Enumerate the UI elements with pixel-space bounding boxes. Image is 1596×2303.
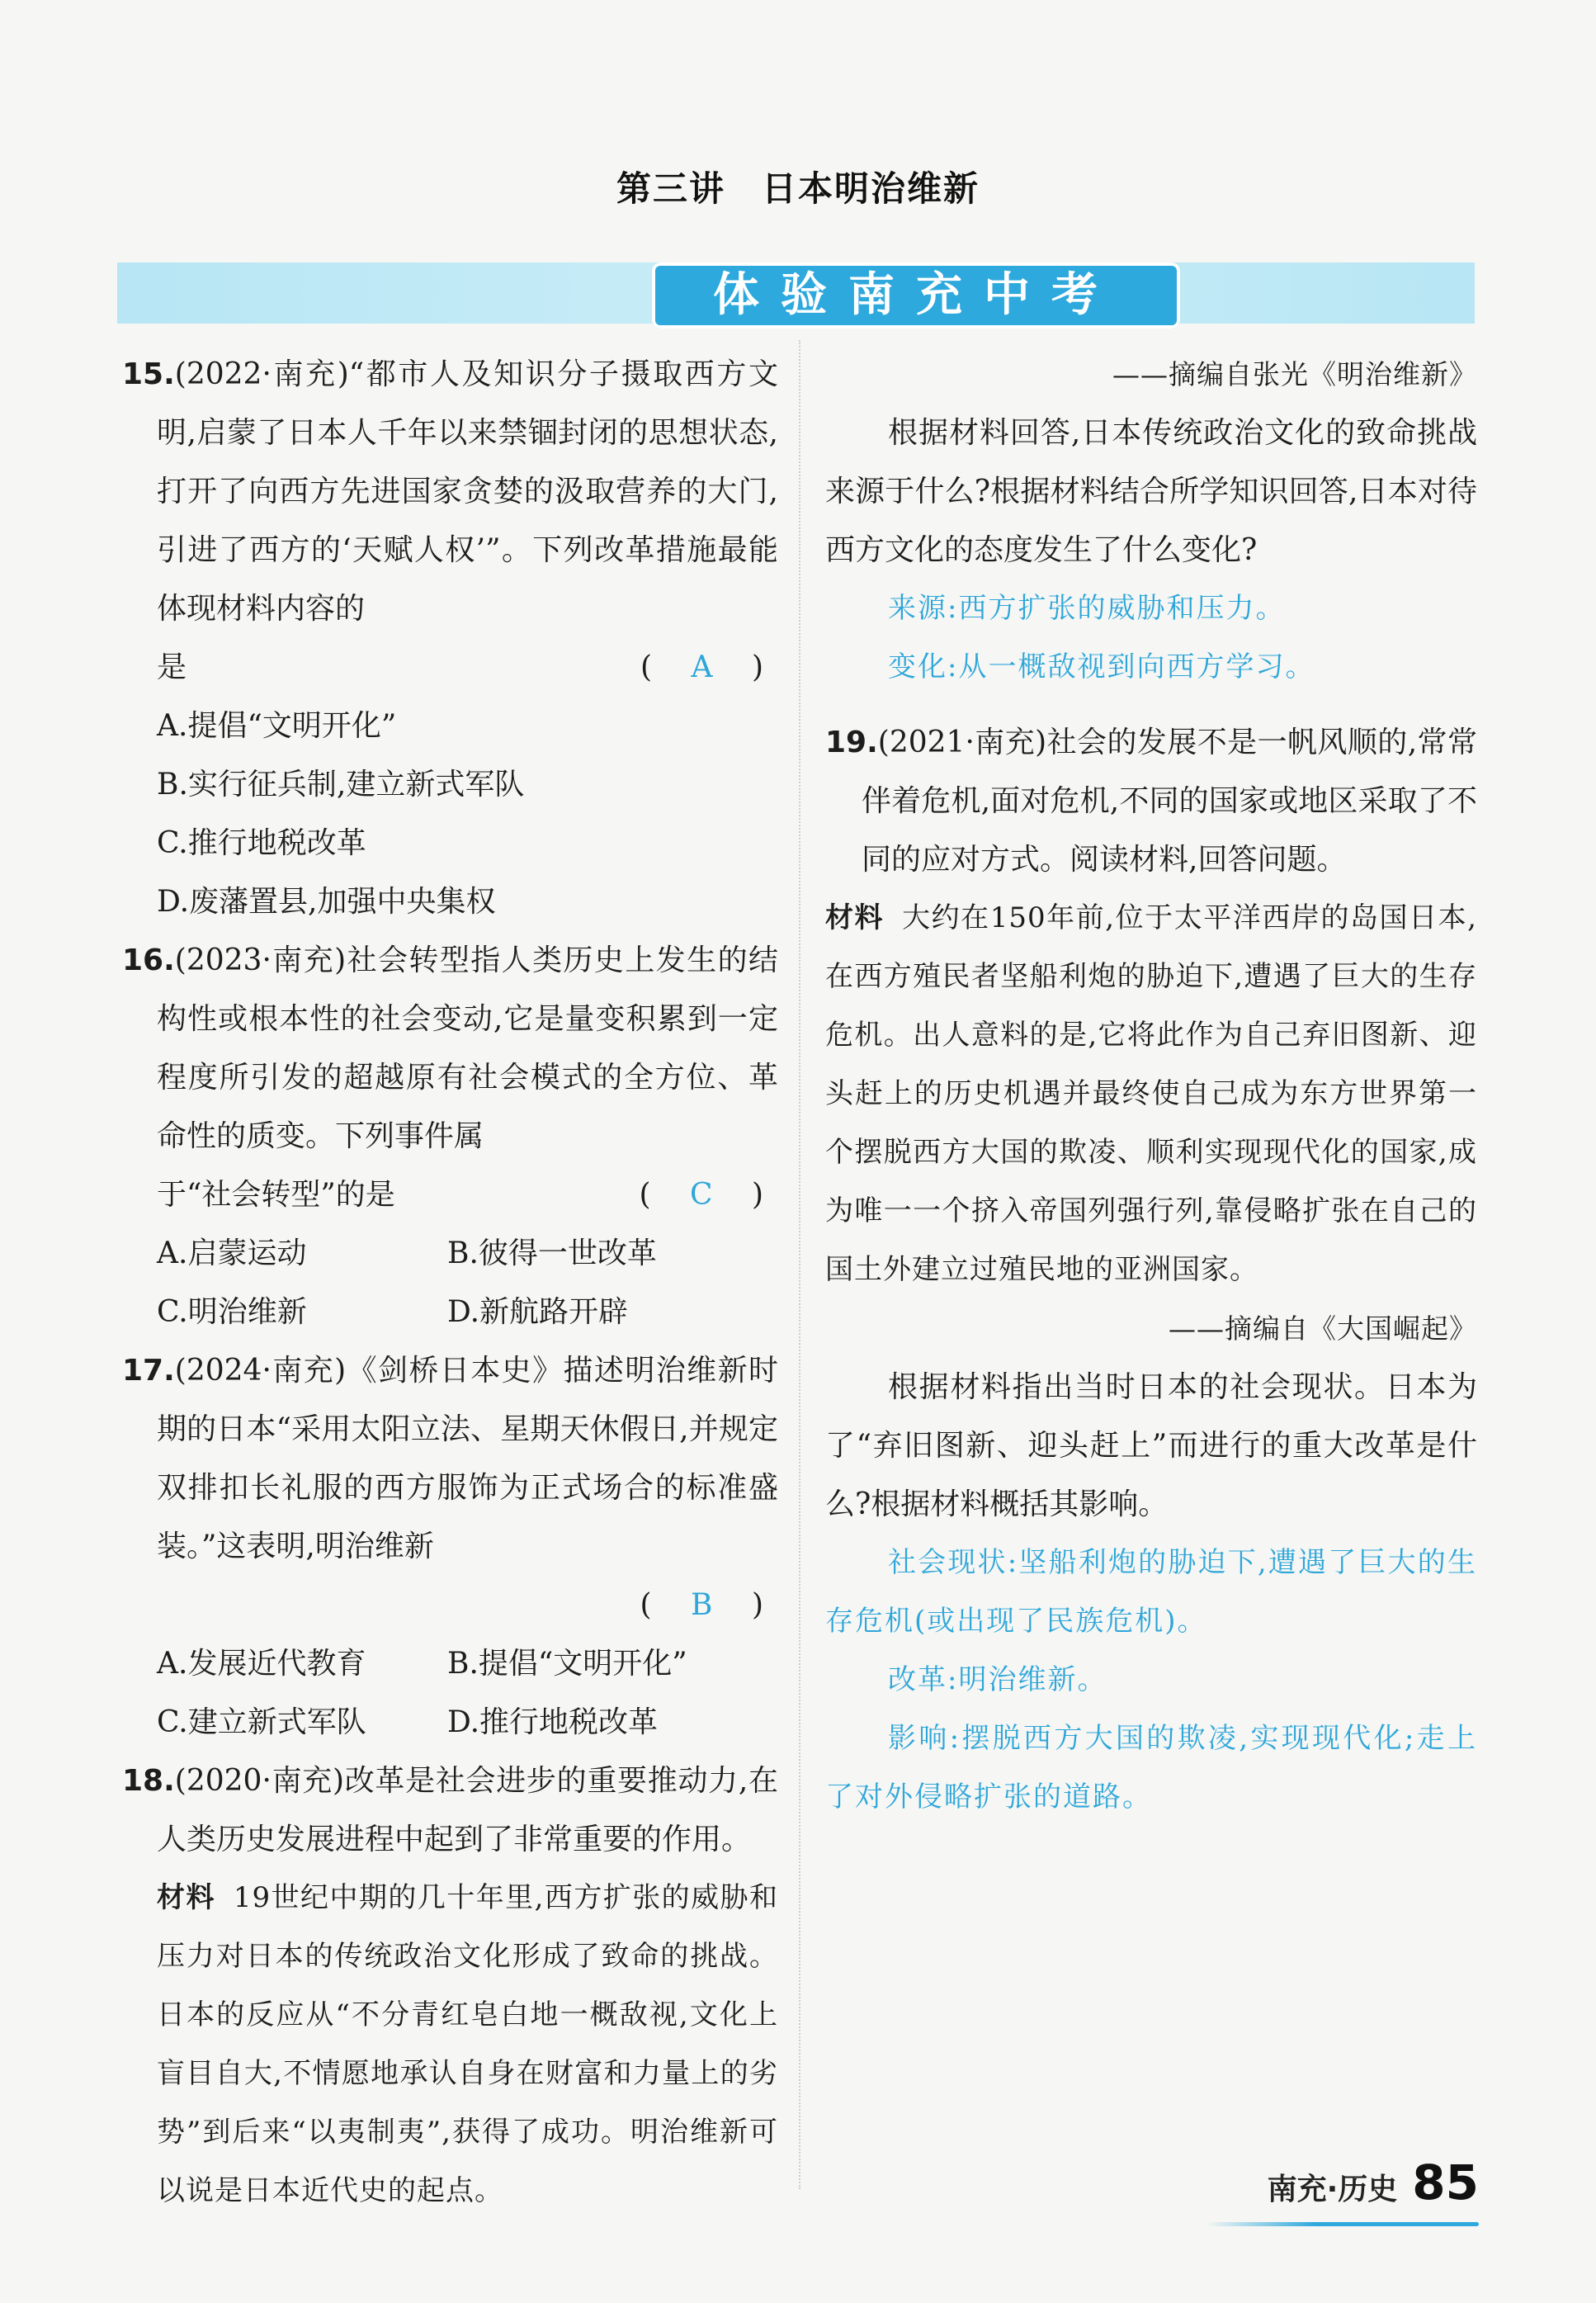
option: A.发展近代教育 (157, 1647, 366, 1681)
material-text: 19世纪中期的几十年里,西方扩张的威胁和压力对日本的传统政治文化形成了致命的挑战。日本的反应从“不分青红皂白地一概敌视,文化上盲目自大,不情愿地承认自身在财富和力量上的劣势”到后来“以夷制夷”,获得了成功。明治维新可以说是日本近代史的起点。 (157, 1881, 779, 2207)
option-row (122, 1283, 778, 1341)
option: B.提倡“文明开化” (447, 1647, 687, 1681)
question-text-end: 是 (157, 650, 187, 684)
material-block (825, 889, 1477, 1299)
question-19-stem (825, 713, 1477, 889)
question-text: (2022·南充)“都市人及知识分子摄取西方文明,启蒙了日本人千年以来禁锢封闭的思想状态,打开了向西方先进国家贪婪的汲取营养的大门,引进了西方的‘天赋人权’”。下列改革措施最能体现材料内容的 (157, 357, 778, 626)
answer-bracket: ( A ) (640, 650, 778, 684)
option-row (122, 1634, 778, 1693)
option: D.新航路开辟 (447, 1295, 629, 1329)
option: A.启蒙运动 (157, 1237, 307, 1270)
question-16 (122, 931, 778, 1341)
answer-text: 改革:明治维新。 (888, 1663, 1107, 1696)
option: B.实行征兵制,建立新式军队 (157, 768, 525, 802)
page-title: 第三讲 日本明治维新 (616, 168, 980, 209)
answer-line (122, 638, 778, 697)
page-footer (1268, 2154, 1479, 2211)
material-label: 材料 (825, 901, 885, 934)
question-number: 19. (825, 726, 878, 759)
option-row (122, 1224, 778, 1283)
material-source: ——摘编自《大国崛起》 (1169, 1312, 1477, 1345)
left-column (122, 345, 778, 2220)
question-17-stem (122, 1341, 778, 1576)
answer-line (122, 1166, 778, 1224)
option-row (122, 1693, 778, 1752)
question-17 (122, 1341, 778, 1752)
option: D.推行地税改革 (447, 1705, 659, 1739)
question-text: (2023·南充)社会转型指人类历史上发生的结构性或根本性的社会变动,它是量变积累到一定程度所引发的超越原有社会模式的全方位、革命性的质变。下列事件属 (157, 943, 778, 1153)
question-16-stem (122, 931, 778, 1166)
answer-choice: A (691, 650, 728, 684)
question-19 (825, 713, 1477, 1827)
question-text: (2024·南充)《剑桥日本史》描述明治维新时期的日本“采用太阳立法、星期天休假日,并规定双排扣长礼服的西方服饰为正式场合的标准盛装。”这表明,明治维新 (157, 1354, 778, 1563)
answer-text: 变化:从一概敌视到向西方学习。 (888, 650, 1315, 683)
option: A.提倡“文明开化” (157, 709, 397, 743)
question-18 (122, 1752, 778, 2220)
question-18-prompt: 根据材料回答,日本传统政治文化的致命挑战来源于什么?根据材料结合所学知识回答,日本对待西方文化的态度发生了什么变化? (825, 416, 1477, 567)
answer-text: 来源:西方扩张的威胁和压力。 (888, 592, 1286, 625)
question-number: 16. (122, 943, 175, 977)
footer-underline (1206, 2222, 1479, 2226)
question-number: 17. (122, 1354, 175, 1388)
material-label: 材料 (157, 1881, 215, 1914)
answer-choice: C (689, 1178, 728, 1212)
answer-line (122, 1576, 778, 1634)
right-column (825, 345, 1477, 1827)
question-text: (2021·南充)社会的发展不是一帆风顺的,常常伴着危机,面对危机,不同的国家或地区采取了不同的应对方式。阅读材料,回答问题。 (862, 726, 1477, 877)
section-banner (117, 262, 1475, 324)
column-divider (799, 340, 800, 2189)
question-15-stem (122, 345, 778, 638)
option: C.明治维新 (157, 1295, 307, 1329)
answer-text: 影响:摆脱西方大国的欺凌,实现现代化;走上了对外侵略扩张的道路。 (825, 1722, 1477, 1814)
question-number: 18. (122, 1764, 175, 1798)
option: D.废藩置县,加强中央集权 (157, 885, 496, 919)
footer-label: 南充·历史 (1267, 2173, 1398, 2206)
question-19-prompt: 根据材料指出当时日本的社会现状。日本为了“弃旧图新、迎头赶上”而进行的重大改革是什么?根据材料概括其影响。 (825, 1370, 1477, 1521)
question-text-end: 于“社会转型”的是 (157, 1178, 395, 1212)
material-text: 大约在150年前,位于太平洋西岸的岛国日本,在西方殖民者坚船利炮的胁迫下,遭遇了巨大的生存危机。出人意料的是,它将此作为自己弃旧图新、迎头赶上的历史机遇并最终使自己成为东方世界第一个摆脱西方大国的欺凌、顺利实现现代化的国家,成为唯一一个挤入帝国列强行列,靠侵略扩张在自己的国土外建立过殖民地的亚洲国家。 (825, 901, 1477, 1286)
option: C.建立新式军队 (157, 1705, 366, 1739)
answer-bracket: ( C ) (639, 1178, 778, 1212)
question-number: 15. (122, 357, 175, 391)
page-number: 85 (1412, 2154, 1479, 2211)
question-15 (122, 345, 778, 931)
question-text: (2020·南充)改革是社会进步的重要推动力,在人类历史发展进程中起到了非常重要的作用。 (157, 1764, 778, 1856)
question-18-stem (122, 1752, 778, 1869)
material-block (122, 1869, 778, 2220)
option: B.彼得一世改革 (447, 1237, 657, 1270)
option: C.推行地税改革 (157, 826, 366, 860)
answer-bracket: ( B ) (640, 1588, 778, 1622)
answer-text: 社会现状:坚船利炮的胁迫下,遭遇了巨大的生存危机(或出现了民族危机)。 (825, 1546, 1477, 1638)
material-source: ——摘编自张光《明治维新》 (1112, 358, 1477, 390)
answer-choice: B (691, 1588, 728, 1622)
section-banner-label: 体验南充中考 (652, 262, 1180, 329)
